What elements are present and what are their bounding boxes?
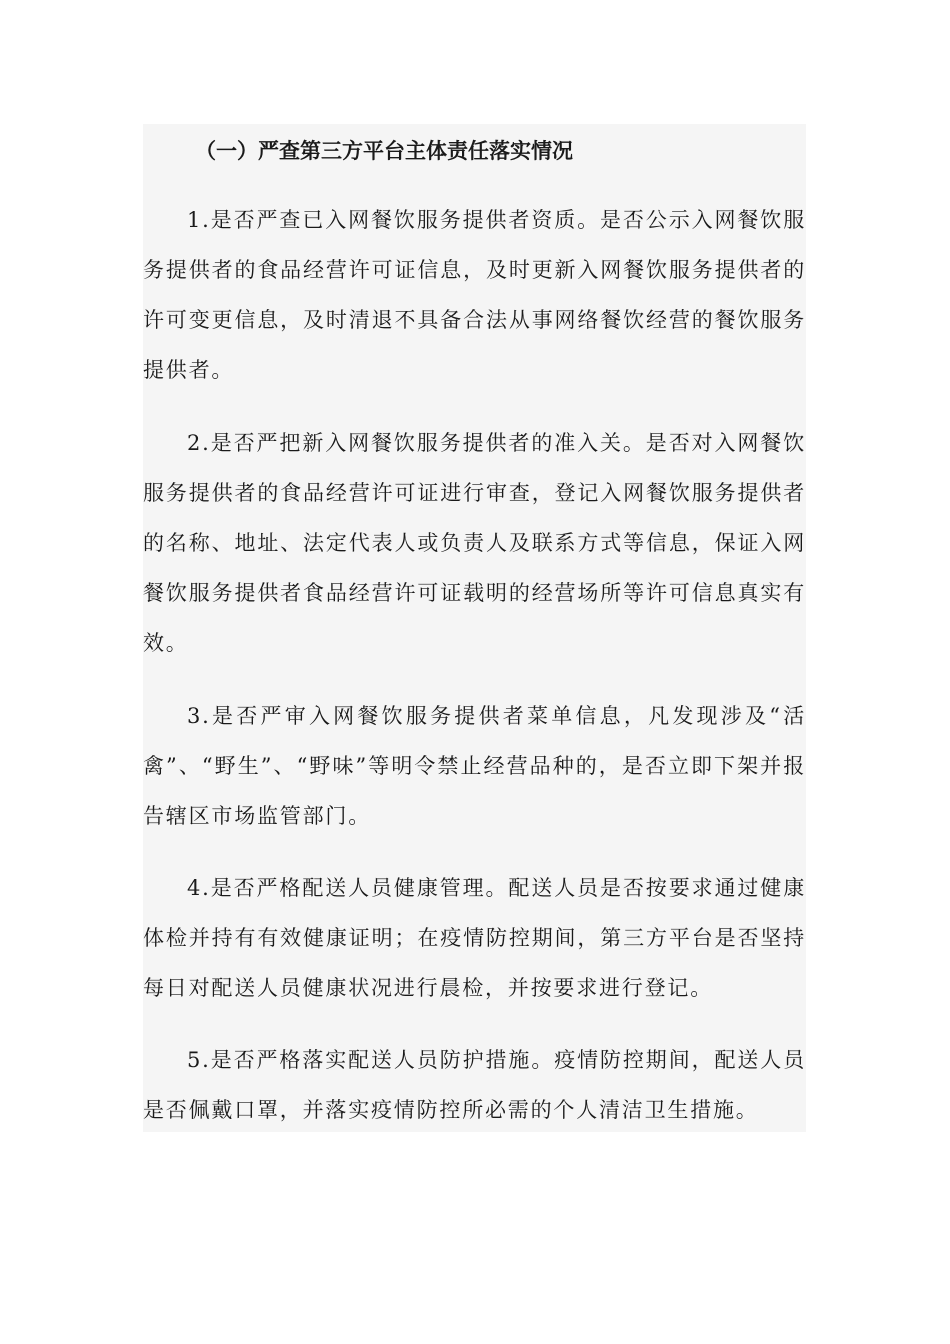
paragraph-item-5: 5.是否严格落实配送人员防护措施。疫情防控期间，配送人员是否佩戴口罩，并落实疫情防控所必需的个人清洁卫生措施。	[143, 1048, 806, 1122]
paragraph-item-2: 2.是否严把新入网餐饮服务提供者的准入关。是否对入网餐饮服务提供者的食品经营许可证进行审查，登记入网餐饮服务提供者的名称、地址、法定代表人或负责人及联系方式等信息，保证入网餐饮服务提供者食品经营许可证载明的经营场所等许可信息真实有效。	[143, 431, 806, 655]
section-heading: （一）严查第三方平台主体责任落实情况	[195, 138, 573, 163]
paragraph-item-4: 4.是否严格配送人员健康管理。配送人员是否按要求通过健康体检并持有有效健康证明；在疫情防控期间，第三方平台是否坚持每日对配送人员健康状况进行晨检，并按要求进行登记。	[143, 876, 806, 1000]
document-text-block	[143, 124, 806, 1132]
paragraph-item-3: 3.是否严审入网餐饮服务提供者菜单信息，凡发现涉及“活禽”、“野生”、“野味”等明令禁止经营品种的，是否立即下架并报告辖区市场监管部门。	[143, 704, 806, 828]
paragraph-item-1: 1.是否严查已入网餐饮服务提供者资质。是否公示入网餐饮服务提供者的食品经营许可证信息，及时更新入网餐饮服务提供者的许可变更信息，及时清退不具备合法从事网络餐饮经营的餐饮服务提供者。	[143, 208, 806, 382]
